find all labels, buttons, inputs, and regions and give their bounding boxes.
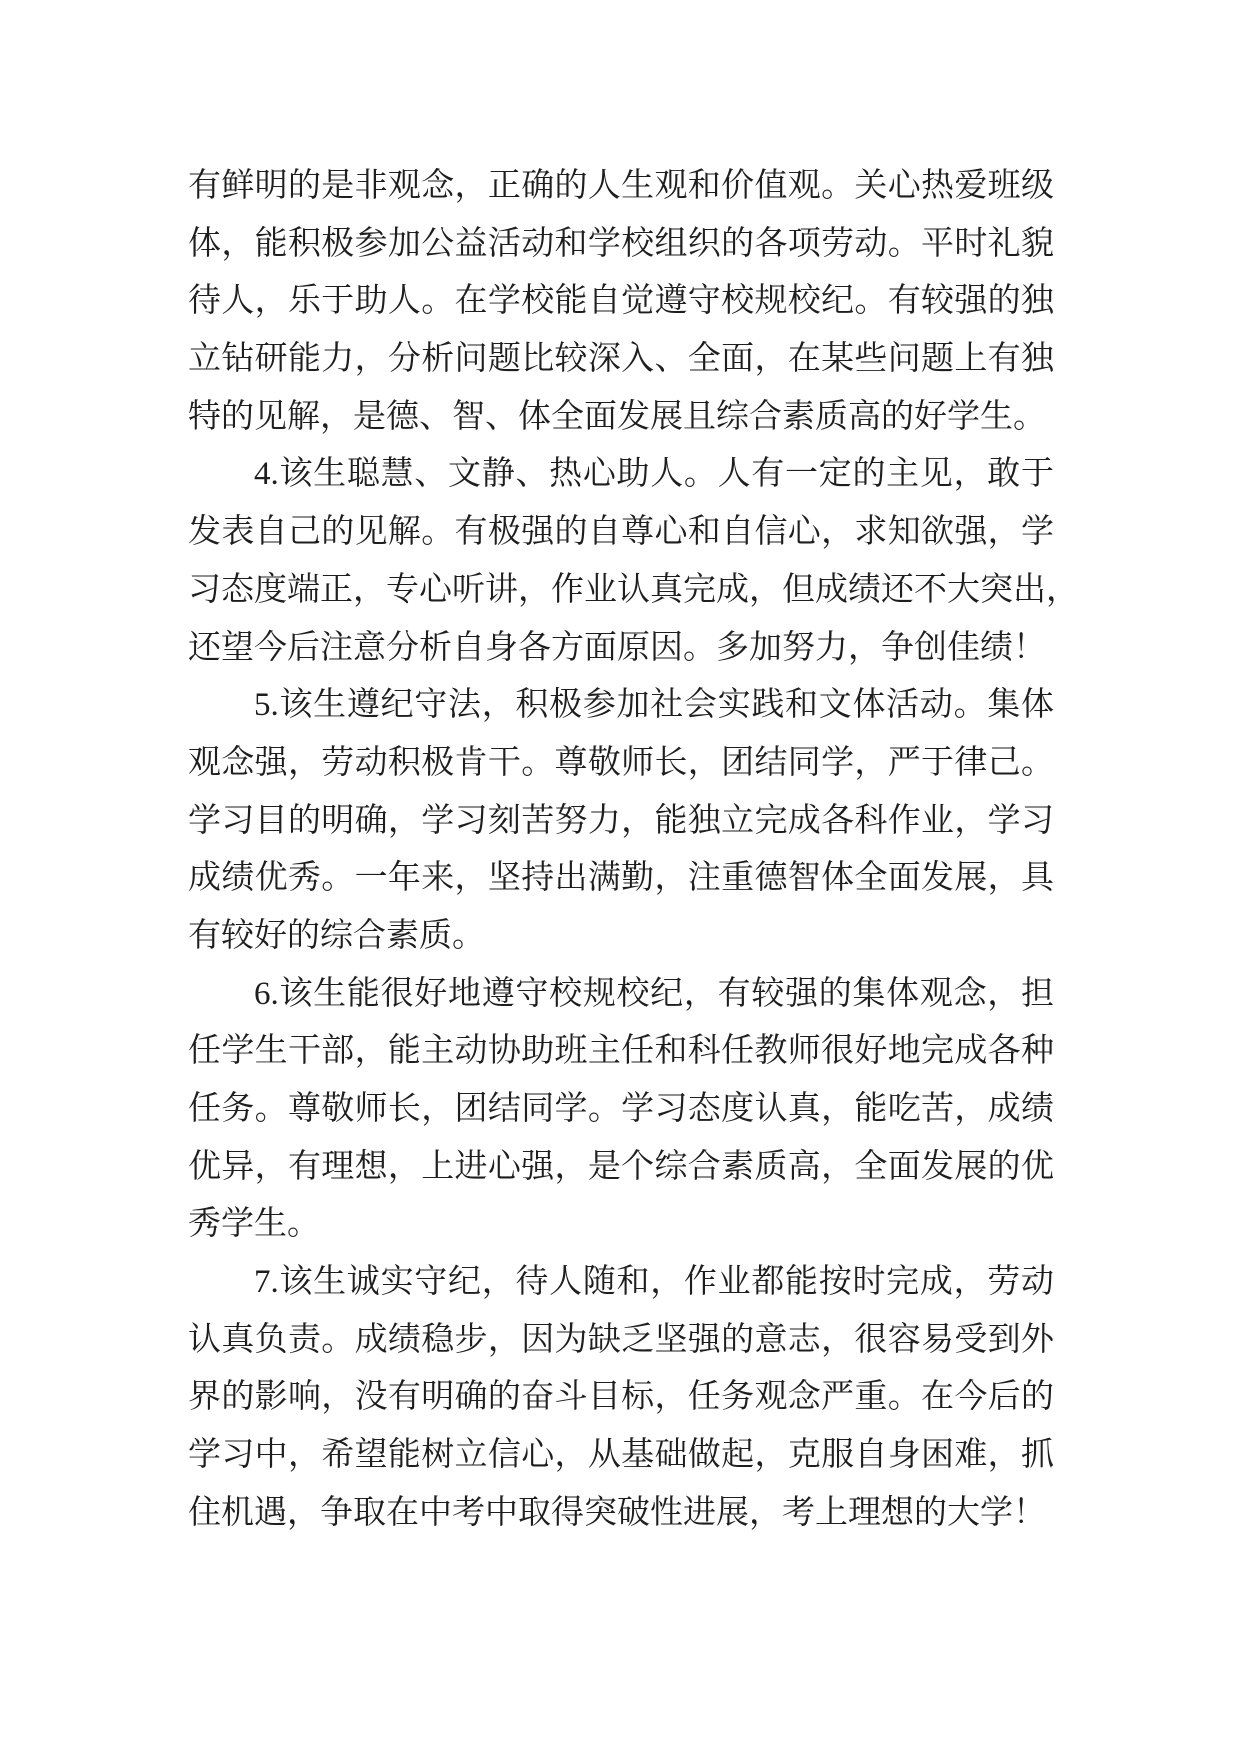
paragraph-item-4	[188, 446, 1079, 677]
text-line: 5.该生遵纪守法，积极参加社会实践和文体活动。集体	[254, 687, 1054, 724]
text-line: 待人，乐于助人。在学校能自觉遵守校规校纪。有较强的独	[188, 283, 1054, 320]
text-line: 任学生干部，能主动协助班主任和科任教师很好地完成各种	[188, 1033, 1054, 1070]
text-line: 立钻研能力，分析问题比较深入、全面，在某些问题上有独	[188, 341, 1054, 378]
text-line: 发表自己的见解。有极强的自尊心和自信心，求知欲强，学	[188, 514, 1054, 551]
text-line: 学习目的明确，学习刻苦努力，能独立完成各科作业，学习	[188, 802, 1054, 839]
text-line: 6.该生能很好地遵守校规校纪，有较强的集体观念，担	[254, 975, 1054, 1012]
paragraph-continued	[188, 158, 1054, 446]
text-line: 认真负责。成绩稳步，因为缺乏坚强的意志，很容易受到外	[188, 1321, 1054, 1358]
paragraph-item-5	[188, 677, 1054, 965]
text-line: 成绩优秀。一年来，坚持出满勤，注重德智体全面发展，具	[188, 860, 1054, 897]
text-line: 还望今后注意分析自身各方面原因。多加努力，争创佳绩！	[188, 629, 1046, 666]
text-line: 4.该生聪慧、文静、热心助人。人有一定的主见，敢于	[254, 456, 1054, 493]
text-line: 界的影响，没有明确的奋斗目标，任务观念严重。在今后的	[188, 1379, 1054, 1416]
text-line: 观念强，劳动积极肯干。尊敬师长，团结同学，严于律己。	[188, 744, 1054, 781]
text-line: 学习中，希望能树立信心，从基础做起，克服自身困难，抓	[188, 1437, 1054, 1474]
text-line: 有较好的综合素质。	[188, 917, 485, 954]
text-line: 特的见解，是德、智、体全面发展且综合素质高的好学生。	[188, 398, 1046, 435]
text-line: 任务。尊敬师长，团结同学。学习态度认真，能吃苦，成绩	[188, 1091, 1054, 1127]
text-line: 有鲜明的是非观念，正确的人生观和价值观。关心热爱班级	[188, 168, 1054, 204]
body-text	[188, 158, 1079, 1543]
text-line: 秀学生。	[188, 1206, 320, 1243]
paragraph-item-7	[188, 1254, 1054, 1542]
text-line: 7.该生诚实守纪，待人随和，作业都能按时完成，劳动	[254, 1264, 1054, 1301]
text-line: 优异，有理想，上进心强，是个综合素质高，全面发展的优	[188, 1148, 1054, 1185]
text-line: 体，能积极参加公益活动和学校组织的各项劳动。平时礼貌	[188, 225, 1054, 262]
text-line: 住机遇，争取在中考中取得突破性进展，考上理想的大学！	[188, 1494, 1046, 1531]
text-line: 习态度端正，专心听讲，作业认真完成，但成绩还不大突出，	[188, 571, 1079, 608]
paragraph-item-6	[188, 966, 1054, 1254]
